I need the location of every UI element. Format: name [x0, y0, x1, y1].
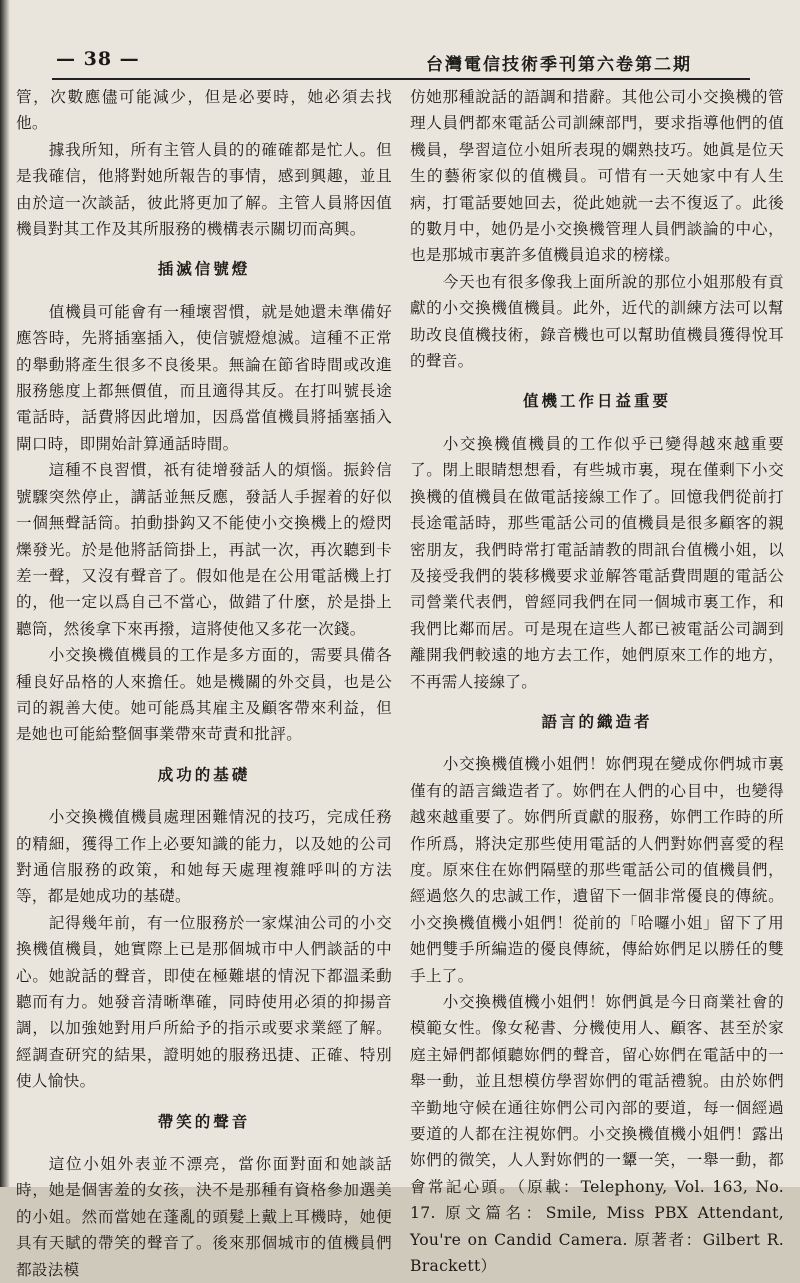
paragraph: 小交換機值機員的工作是多方面的，需要具備各種良好品格的人來擔任。她是機關的外交員，也是公司的親善大使。她可能爲其雇主及顧客帶來利益，但是她也可能給整個事業帶來苛責和批評。 [16, 646, 392, 744]
running-head: 台灣電信技術季刊第六卷第二期 [426, 55, 692, 75]
paragraph: 小交換機值機員的工作似乎已變得越來越重要了。閉上眼睛想想看，有些城市裏，現在僅剩下小交換機的值機員在做電話接線工作了。回憶我們從前打長途電話時，那些電話公司的值機員是很多顧客的親密朋友，我們時常打電話請教的問訊台值機小姐，以及接受我們的裝移機要求並解答電話費問題的電話公司營業代表們，曾經同我們在同一個城市裏工作，和我們比鄰而居。可是現在這些人都已被電話公司調到離開我們較遠的地方去工作，她們原來工作的地方，不再需人接線了。 [410, 434, 784, 691]
section-heading: 語言的織造者 [541, 711, 653, 731]
left-column [16, 84, 392, 1283]
binding-shadow [0, 0, 10, 1187]
paragraph: 記得幾年前，有一位服務於一家煤油公司的小交換機值機員，她實際上已是那個城市中人們談話的中心。她說話的聲音，即使在極難堪的情況下都溫柔動聽而有力。她發音清晰準確，同時使用必須的抑揚音調，以加強她對用戶所給予的指示或要求業經了解。經調查研究的結果，證明她的服務迅捷、正確、特別使人愉快。 [16, 913, 392, 1091]
paragraph: 值機員可能會有一種壞習慣，就是她還未準備好應答時，先將插塞插入，使信號燈熄滅。這種不正常的舉動將產生很多不良後果。無論在節省時間或改進服務態度上都無價值，而且適得其反。在打叫號長途電話時，話費將因此增加，因爲當值機員將插塞插入閘口時，即開始計算通話時間。 [16, 302, 392, 453]
section-heading: 值機工作日益重要 [522, 391, 671, 411]
paragraph: 今天也有很多像我上面所說的那位小姐那般有貢獻的小交換機值機員。此外，近代的訓練方法可以幫助改良值機技術，錄音機也可以幫助值機員獲得悅耳的聲音。 [410, 272, 784, 371]
paragraph: 小交換機值機小姐們！妳們現在變成你們城市裏僅有的語言織造者了。妳們在人們的心目中，也變得越來越重要了。妳們所貢獻的服務，妳們工作時的所作所爲，將決定那些使用電話的人們對妳們喜愛的程度。原來住在妳們隔壁的那些電話公司的值機員們，經過悠久的忠誠工作，遺留下一個非常優良的傳統。小交換機值機小姐們！從前的「哈囉小姐」留下了用她們雙手所編造的優良傳統，傳給妳們足以勝任的雙手上了。 [410, 755, 784, 985]
paragraph: 仿她那種說話的語調和措辭。其他公司小交換機的管理人員們都來電話公司訓練部門，要求指導他們的值機員，學習這位小姐所表現的嫻熟技巧。她眞是位天生的藝術家似的值機員。可惜有一天她家中有人生病，打電話要她回去，從此她就一去不復返了。此後的數月中，她仍是小交換機管理人員們談論的中心，也是那城市裏許多值機員追求的榜樣。 [410, 88, 784, 265]
section-heading: 帶笑的聲音 [157, 1111, 251, 1131]
paragraph: 這種不良習慣，祇有徒增發話人的煩惱。振鈴信號驟突然停止，講話並無反應，發話人手握着的好似一個無聲話筒。拍動掛鈎又不能使小交換機上的燈閃爍發光。於是他將話筒掛上，再試一次，再次聽到卡差一聲，又沒有聲音了。假如他是在公用電話機上打的，他一定以爲自己不當心，做錯了什麼，於是掛上聽筒，然後拿下來再撥，這將使他又多花一次錢。 [16, 461, 392, 638]
page-header [48, 48, 752, 74]
section-heading: 成功的基礎 [157, 764, 251, 784]
right-column [410, 84, 784, 1279]
paragraph: 小交換機值機小姐們！妳們眞是今日商業社會的模範女性。像女秘書、分機使用人、顧客、甚至於家庭主婦們都傾聽妳們的聲音，留心妳們在電話中的一舉一動，並且想模仿學習妳們的電話禮貌。由於妳們辛勤地守候在通往妳們公司內部的要道，每一個經過要道的人都在注視妳們。小交換機值機小姐們！露出妳們的微笑，人人對妳們的一顰一笑，一舉一動，都會常記心頭。（原載：Telephony, Vol. 163, No. 17. 原文篇名：Smile, Miss PBX Attendant, You're on Candid Camera. 原著者：Gilbert R. Brackett） [410, 993, 784, 1276]
paragraph: 據我所知，所有主管人員的的確確都是忙人。但是我確信，他將對她所報告的事情，感到興趣，並且由於這一次談話，彼此將更加了解。主管人員將因值機員對其工作及其所服務的機構表示關切而高興。 [16, 140, 392, 239]
header-rule [52, 78, 750, 80]
section-heading: 插滅信號燈 [157, 259, 251, 279]
paragraph: 這位小姐外表並不漂亮，當你面對面和她談話時，她是個害羞的女孩，決不是那種有資格參加選美的小姐。然而當她在蓬亂的頭髮上戴上耳機時，她便具有天賦的帶笑的聲音了。後來那個城市的值機員們都設法模 [16, 1155, 392, 1279]
page-number: — 38 — [56, 48, 140, 70]
paragraph: 管，次數應儘可能減少，但是必要時，她必須去找他。 [16, 88, 392, 133]
paragraph: 小交換機值機員處理困難情況的技巧，完成任務的精細，獲得工作上必要知識的能力，以及她的公司對通信服務的政策，和她每天處理複雜呼叫的方法等，都是她成功的基礎。 [16, 808, 392, 906]
